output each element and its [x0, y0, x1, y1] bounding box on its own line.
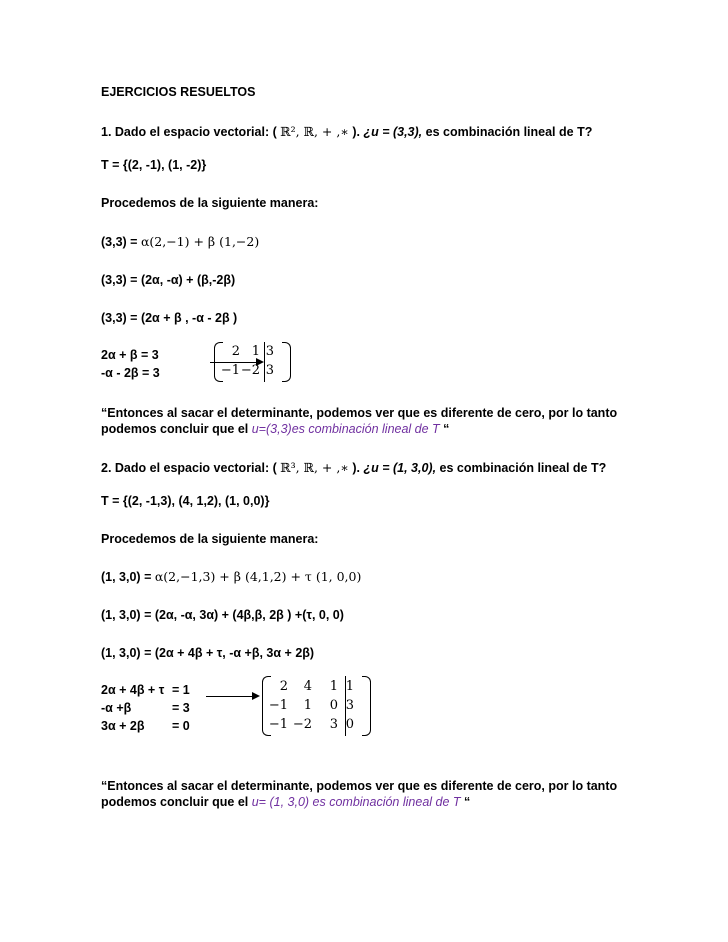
exercise-2-equation-2 — [101, 699, 241, 717]
exercise-2-equation-3 — [101, 717, 241, 735]
exercise-1-step-2: (3,3) = (2α, -α) + (β,-2β) — [101, 273, 236, 287]
matrix-cell: 1 — [345, 679, 354, 694]
exercise-1-question-suffix: es combinación lineal de T? — [422, 125, 593, 139]
exercise-1-system — [101, 346, 160, 382]
exercise-2-equation-2-rhs: = 3 — [172, 701, 190, 715]
matrix-cell: 4 — [303, 679, 312, 694]
exercise-1-vector-space: ℝ², ℝ, + ,∗ — [280, 124, 349, 139]
exercise-1-procedure: Procedemos de la siguiente manera: — [101, 196, 319, 210]
matrix-cell: −2 — [240, 363, 260, 378]
exercise-2-conclusion-statement: u= (1, 3,0) es combinación lineal de T — [251, 795, 461, 809]
exercise-1-equation-1: 2α + β = 3 — [101, 348, 159, 362]
exercise-2-step-1-rhs: α(2,−1,3) + β (4,1,2) + τ (1, 0,0) — [154, 569, 362, 584]
exercise-1-conclusion-close: “ — [439, 422, 450, 436]
exercise-1-vector-u: ¿u = (3,3), — [363, 125, 423, 139]
exercise-2-equation-3-lhs: 3α + 2β — [101, 719, 145, 733]
exercise-2-procedure: Procedemos de la siguiente manera: — [101, 532, 319, 546]
exercise-1-conclusion-line-2 — [101, 421, 449, 437]
exercise-1-step-1-lhs: (3,3) = — [101, 235, 141, 249]
matrix-cell: 3 — [345, 698, 354, 713]
exercise-1-set: T = {(2, -1), (1, -2)} — [101, 158, 207, 172]
exercise-2-step-2: (1, 3,0) = (2α, -α, 3α) + (4β,β, 2β ) +(τ, 0, 0) — [101, 608, 344, 622]
document-heading: EJERCICIOS RESUELTOS — [101, 85, 256, 99]
exercise-2-system — [101, 681, 241, 735]
matrix-cell: 0 — [329, 698, 338, 713]
exercise-2-conclusion-lead: podemos concluir que el — [101, 795, 252, 809]
exercise-2-equation-1-lhs: 2α + 4β + τ — [101, 683, 165, 697]
exercise-2-vector-u: ¿u = (1, 3,0), — [363, 461, 437, 475]
exercise-2-equation-2-lhs: -α +β — [101, 701, 132, 715]
matrix-cell: 2 — [231, 344, 240, 359]
matrix-cell: 2 — [279, 679, 288, 694]
exercise-1-conclusion-line-1: “Entonces al sacar el determinante, podemos ver que es diferente de cero, por lo tanto — [101, 406, 618, 420]
matrix-cell: −1 — [268, 717, 288, 732]
exercise-1-matrix-right-bracket — [282, 342, 291, 382]
matrix-cell: 1 — [329, 679, 338, 694]
exercise-2-question-prefix: 2. Dado el espacio vectorial: ( — [101, 461, 277, 475]
exercise-2-question — [101, 460, 606, 476]
matrix-cell: −1 — [268, 698, 288, 713]
exercise-1-step-3: (3,3) = (2α + β , -α - 2β ) — [101, 311, 238, 325]
exercise-2-augmented-matrix — [262, 676, 374, 736]
exercise-1-question-mid: ). — [352, 125, 364, 139]
exercise-1-equation-2: -α - 2β = 3 — [101, 366, 160, 380]
exercise-1-augmented-matrix — [214, 342, 294, 382]
exercise-2-conclusion-line-2 — [101, 794, 470, 810]
exercise-2-conclusion-line-1: “Entonces al sacar el determinante, podemos ver que es diferente de cero, por lo tanto — [101, 779, 618, 793]
matrix-cell: 3 — [265, 344, 274, 359]
exercise-1-step-1 — [101, 234, 259, 250]
exercise-2-equation-3-rhs: = 0 — [172, 719, 190, 733]
matrix-cell: 1 — [251, 344, 260, 359]
exercise-1-conclusion-statement: u=(3,3)es combinación lineal de T — [251, 422, 440, 436]
exercise-1-question-prefix: 1. Dado el espacio vectorial: ( — [101, 125, 277, 139]
exercise-2-vector-space: ℝ³, ℝ, + ,∗ — [280, 460, 349, 475]
exercise-1-conclusion-lead: podemos concluir que el — [101, 422, 252, 436]
exercise-2-question-suffix: es combinación lineal de T? — [436, 461, 607, 475]
matrix-cell: 3 — [329, 717, 338, 732]
matrix-cell: 3 — [265, 363, 274, 378]
exercise-2-set: T = {(2, -1,3), (4, 1,2), (1, 0,0)} — [101, 494, 270, 508]
exercise-1-step-1-rhs: α(2,−1) + β (1,−2) — [140, 234, 260, 249]
matrix-cell: 1 — [303, 698, 312, 713]
exercise-2-step-1-lhs: (1, 3,0) = — [101, 570, 155, 584]
exercise-2-step-3: (1, 3,0) = (2α + 4β + τ, -α +β, 3α + 2β) — [101, 646, 315, 660]
exercise-2-equation-1-rhs: = 1 — [172, 683, 190, 697]
matrix-cell: −1 — [220, 363, 240, 378]
exercise-1-question — [101, 124, 592, 140]
matrix-cell: 0 — [345, 717, 354, 732]
exercise-2-arrow — [206, 696, 258, 697]
exercise-2-question-mid: ). — [352, 461, 364, 475]
exercise-2-conclusion-close: “ — [460, 795, 471, 809]
exercise-2-step-1 — [101, 569, 361, 585]
matrix-cell: −2 — [292, 717, 312, 732]
exercise-2-matrix-right-bracket — [362, 676, 371, 736]
